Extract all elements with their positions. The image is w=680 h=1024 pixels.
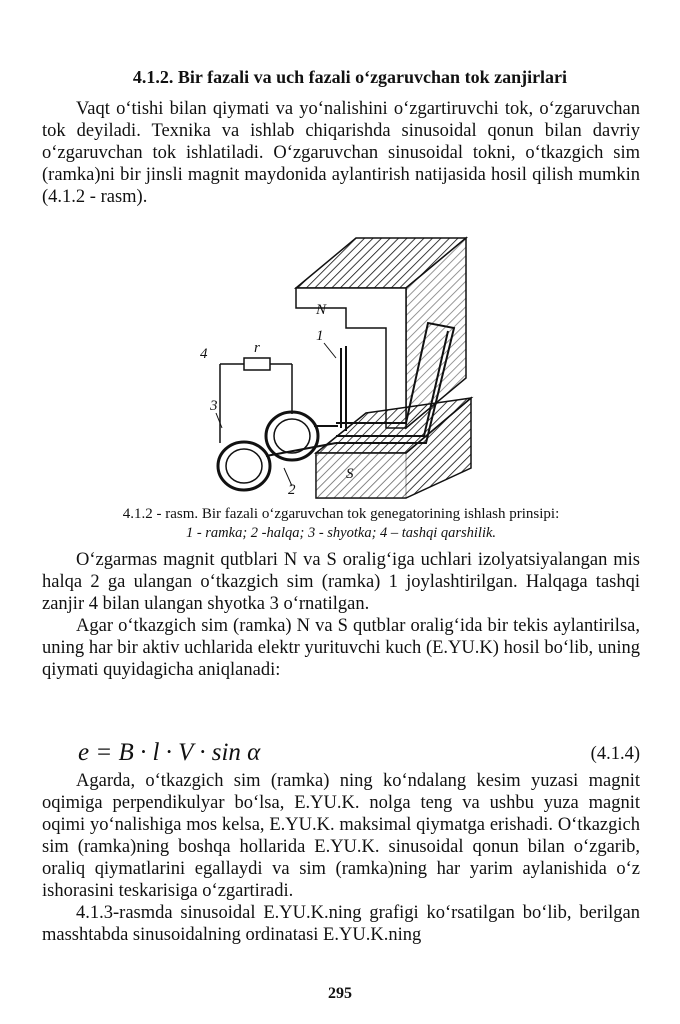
caption-legend: 1 - ramka; 2 -halqa; 3 - shyotka; 4 – tashqi qarshilik. xyxy=(185,525,497,541)
figure-caption xyxy=(42,505,640,543)
south-magnet xyxy=(316,398,471,498)
caption-title: 4.1.2 - rasm. Bir fazali o‘zgaruvchan tok genegatorining ishlash prinsipi: xyxy=(122,506,560,522)
label-part-1: 1 xyxy=(316,328,324,344)
label-resistance: r xyxy=(254,340,260,356)
label-south-pole: S xyxy=(346,466,354,482)
paragraph-3: Agar o‘tkazgich sim (ramka) N va S qutblar oralig‘ida bir tekis aylantirilsa, uning har bir aktiv uchlarida elektr yurituvchi kuch (E.YU.K) hosil bo‘lib, uning qiymati quyidagicha aniqlanadi: xyxy=(42,616,640,680)
section-heading: 4.1.2. Bir fazali va uch fazali o‘zgaruvchan tok zanjirlari xyxy=(132,67,568,87)
external-circuit xyxy=(220,358,292,443)
paragraph-5: 4.1.3-rasmda sinusoidal E.YU.K.ning grafigi ko‘rsatilgan bo‘lib, berilgan masshtabda sinusoidalning ordinatasi E.YU.K.ning xyxy=(42,903,640,945)
paragraph-2: O‘zgarmas magnit qutblari N va S oralig‘iga uchlari izolyatsiyalangan mis halqa 2 ga ulangan o‘tkazgich sim (ramka) 1 joylashtirilgan. Halqaga tashqi zanjir 4 bilan ulangan shyotka 3 o‘rnatilgan. xyxy=(42,550,640,614)
paragraph-4: Agarda, o‘tkazgich sim (ramka) ning ko‘ndalang kesim yuzasi magnit oqimiga perpendikulyar bo‘lsa, E.YU.K. nolga teng va ushbu yuza magnit oqimi yo‘nalishiga mos kelsa, E.YU.K. maksimal qiymatga erishadi. O‘tkazgich sim (ramka)ning boshqa hollarida E.YU.K. sinusoidal qonun bilan o‘zgarib, oraliq qiymatlarini egallaydi va sim (ramka)ning har yarim aylanishida o‘z ishorasini teskarisiga o‘zgartiradi. xyxy=(42,771,640,901)
label-part-3: 3 xyxy=(210,398,218,414)
formula-number: (4.1.4) xyxy=(590,744,640,764)
page-number: 295 xyxy=(328,985,352,1002)
body-paragraph-block-2 xyxy=(42,549,640,681)
intro-paragraph-block xyxy=(42,98,640,208)
label-north-pole: N xyxy=(316,302,327,318)
emf-formula: e = B · l · V · sin α xyxy=(78,739,261,766)
paragraph-1: Vaqt o‘tishi bilan qiymati va yo‘nalishini o‘zgartiruvchi tok, o‘zgaruvchan tok deyiladi. Texnika va ishlab chiqarishda sinusoidal qonun bilan davriy o‘zgaruvchan tok ishlatiladi. O‘zgaruvchan sinusoidal tokni, o‘tkazgich sim (ramka)ni bir jinsli magnit maydonida aylantirish natijasida hosil qilish mumkin (4.1.2 - rasm). xyxy=(42,99,640,207)
generator-figure xyxy=(196,228,508,500)
label-part-2: 2 xyxy=(288,482,296,498)
formula-row xyxy=(42,739,640,769)
body-paragraph-block-3 xyxy=(42,770,640,946)
label-part-4: 4 xyxy=(200,346,208,362)
